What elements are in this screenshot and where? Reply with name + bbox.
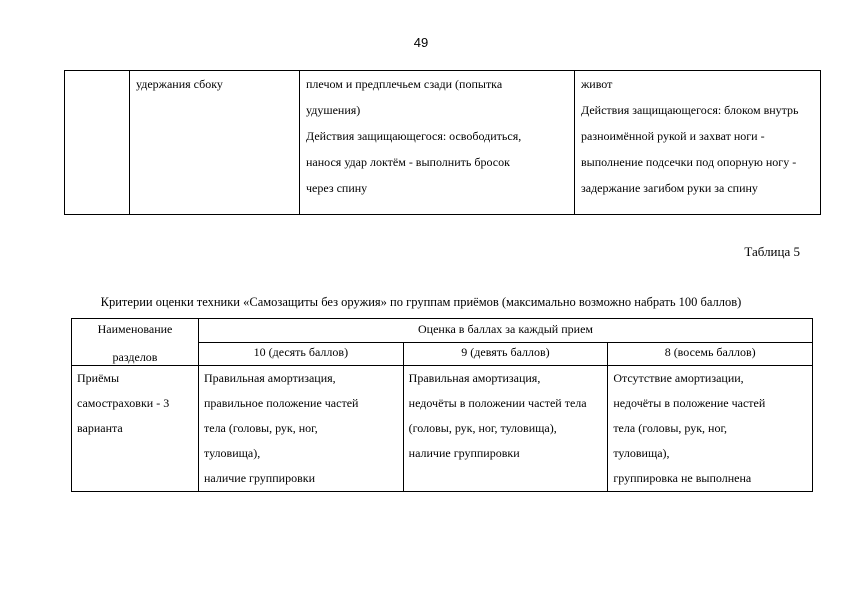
cell-line: Правильная амортизация, (204, 371, 336, 385)
header-score: Оценка в баллах за каждый прием (199, 319, 813, 343)
table-cell-exercise (130, 71, 300, 215)
cell-line: плечом и предплечьем сзади (попытка (306, 77, 503, 91)
table-title: Критерии оценки техники «Самозащиты без оружия» по группам приёмов (максимально возможно набрать 100 баллов) (100, 295, 742, 309)
cell-line: через спину (306, 181, 368, 195)
cell-line: Действия защищающегося: освободиться, (306, 129, 522, 143)
header-name (72, 319, 199, 366)
table-cell-index (65, 71, 130, 215)
cell-line: Действия защищающегося: блоком внутрь (581, 103, 799, 117)
cell-line: удушения) (306, 103, 361, 117)
table-cell-attack-b (575, 71, 821, 215)
row-score-8 (608, 366, 813, 492)
cell-line: группировка не выполнена (613, 471, 752, 485)
table-row (72, 366, 813, 492)
page-number: 49 (413, 35, 429, 50)
cell-line: Приёмы (77, 371, 120, 385)
cell-line: наличие группировки (408, 446, 520, 460)
table-cell-attack-a (300, 71, 575, 215)
header-score-9: 9 (девять баллов) (403, 343, 608, 366)
cell-line: Отсутствие амортизации, (613, 371, 744, 385)
cell-line: недочёты в положении частей тела (408, 396, 587, 410)
criteria-table (71, 318, 813, 492)
cell-line: разноимённой рукой и захват ноги - (581, 129, 765, 143)
cell-line: наличие группировки (204, 471, 315, 485)
cell-line: самостраховки - 3 (77, 396, 170, 410)
row-score-10 (199, 366, 404, 492)
row-score-9 (403, 366, 608, 492)
continued-table (64, 70, 821, 215)
cell-line: тела (головы, рук, ног, (204, 421, 318, 435)
cell-line: (головы, рук, ног, туловища), (408, 421, 557, 435)
cell-line: живот (581, 77, 613, 91)
cell-line: варианта (77, 421, 123, 435)
header-name-bottom: разделов (112, 350, 158, 364)
header-score-8: 8 (восемь баллов) (608, 343, 813, 366)
cell-line: туловища), (204, 446, 261, 460)
table-header-row (72, 319, 813, 343)
row-name (72, 366, 199, 492)
cell-line: задержание загибом руки за спину (581, 181, 758, 195)
table-row (65, 71, 821, 215)
table-label: Таблица 5 (744, 244, 800, 259)
header-name-top: Наименование (97, 322, 173, 336)
cell-line: недочёты в положение частей (613, 396, 766, 410)
cell-line: удержания сбоку (136, 77, 223, 91)
cell-line: туловища), (613, 446, 670, 460)
cell-line: выполнение подсечки под опорную ногу - (581, 155, 797, 169)
cell-line: нанося удар локтём - выполнить бросок (306, 155, 510, 169)
cell-line: правильное положение частей (204, 396, 359, 410)
cell-line: Правильная амортизация, (408, 371, 541, 385)
header-score-10: 10 (десять баллов) (199, 343, 404, 366)
cell-line: тела (головы, рук, ног, (613, 421, 728, 435)
